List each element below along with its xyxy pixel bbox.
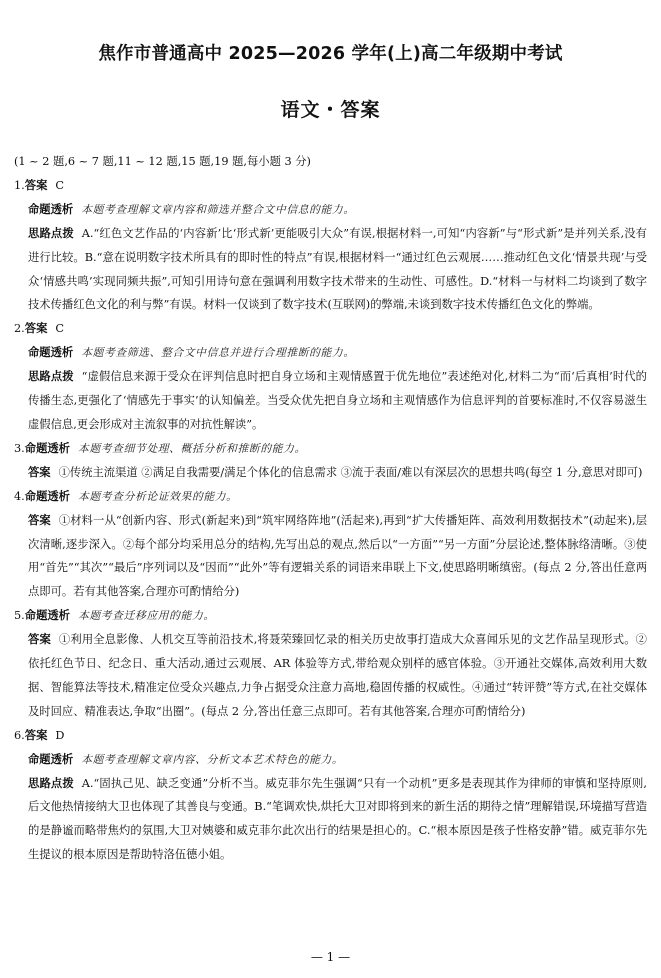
- q4-answer-label: 答案: [28, 513, 51, 527]
- question-2: [14, 317, 647, 437]
- q5-intent-label: 命题透析: [24, 609, 70, 623]
- exam-subtitle: 语文・答案: [280, 99, 381, 121]
- question-5: [14, 604, 647, 724]
- page-number: — 1 —: [310, 950, 351, 964]
- q1-analysis-label: 思路点拨: [28, 226, 74, 240]
- q2-analysis-para: [14, 365, 647, 437]
- answer-content: [14, 150, 647, 867]
- q6-answer-line: [14, 724, 647, 748]
- q1-intent: 本题考查理解文章内容和筛选并整合文中信息的能力。: [81, 202, 355, 216]
- q1-analysis: A.“红色文艺作品的‘内容新’比‘形式新’更能吸引大众”有误,根据材料一,可知“内容新”与“形式新”是并列关系,没有进行比较。B.“意在说明数字技术所具有的即时性的特点”有误,根据材料一“通过红色云观展……推动红色文化‘情景共现’与受众‘情感共鸣’实现同频共振”,可知引用诗句意在强调利用数字技术带来的生动性、可感性。D.“材料一与材料二均谈到了数字技术传播红色文化的利与弊”有误。材料一仅谈到了数字技术(互联网)的弊端,未谈到数字技术传播红色文化的弊端。: [28, 226, 647, 312]
- q4-answer-para: [14, 509, 647, 605]
- q6-answer: D: [55, 728, 65, 742]
- q2-answer-label: 答案: [24, 322, 48, 336]
- q1-number: 1.: [14, 178, 25, 192]
- q4-intent: 本题考查分析论证效果的能力。: [77, 489, 238, 503]
- q1-answer-label: 答案: [24, 178, 48, 192]
- q2-intent-line: [14, 341, 647, 365]
- q6-analysis-para: [14, 772, 647, 868]
- q6-intent-label: 命题透析: [28, 752, 74, 766]
- q5-intent: 本题考查迁移应用的能力。: [77, 609, 215, 623]
- q3-number: 3.: [14, 441, 25, 455]
- question-4: [14, 485, 647, 605]
- score-note: (1 ~ 2 题,6 ~ 7 题,11 ~ 12 题,15 题,19 题,每小题 3 分): [14, 155, 311, 168]
- q6-answer-label: 答案: [24, 728, 48, 742]
- q6-number: 6.: [14, 728, 25, 742]
- q2-intent-label: 命题透析: [28, 346, 74, 360]
- q3-answer: ①传统主流渠道 ②满足自我需要/满足个体化的信息需求 ③流于表面/难以有深层次的思想共鸣(每空 1 分,意思对即可): [58, 465, 643, 479]
- q3-answer-label: 答案: [28, 465, 51, 479]
- q5-intent-line: [14, 604, 647, 628]
- q3-answer-para: [14, 461, 647, 485]
- q2-intent: 本题考查筛选、整合文中信息并进行合理推断的能力。: [81, 346, 355, 360]
- q6-analysis-label: 思路点拨: [28, 776, 74, 790]
- exam-title: 焦作市普通高中 2025—2026 学年(上)高二年级期中考试: [98, 44, 563, 64]
- q2-answer: C: [55, 322, 65, 336]
- q2-number: 2.: [14, 322, 25, 336]
- q1-answer-line: [14, 174, 647, 198]
- q6-analysis: A.“固执己见、缺乏变通”分析不当。威克菲尔先生强调“只有一个动机”更多是表现其作为律师的审慎和坚持原则,后文他热情接纳大卫也体现了其善良与变通。B.“笔调欢快,烘托大卫对即将到来的新生活的期待之情”理解错误,环境描写营造的是静谧而略带焦灼的氛围,大卫对姨婆和威克菲尔此次出行的结果是担心的。C.“根本原因是孩子性格安静”错。威克菲尔先生提议的根本原因是帮助特洛伍德小姐。: [28, 776, 647, 862]
- q2-analysis-label: 思路点拨: [28, 370, 74, 384]
- q6-intent-line: [14, 748, 647, 772]
- q4-answer: ①材料一从“创新内容、形式(新起来)到“筑牢网络阵地”(活起来),再到“扩大传播矩阵、高效利用数据技术”(动起来),层次清晰,逐步深入。②每个部分均采用总分的结构,先写出总的观点,然后以“一方面”“另一方面”分层论述,整体脉络清晰。③使用“首先”“其次”“最后”序列词以及“因而”“此外”等有逻辑关系的词语来串联上下文,使思路明晰缜密。(每点 2 分,答出任意两点即可。若有其他答案,合理亦可酌情给分): [28, 513, 647, 599]
- q5-answer: ①利用全息影像、人机交互等前沿技术,将聂荣臻回忆录的相关历史故事打造成大众喜闻乐见的文艺作品呈现形式。②依托红色节日、纪念日、重大活动,通过云观展、AR 体验等方式,带给观众别样的感官体验。③开通社交媒体,高效利用大数据、智能算法等技术,精准定位受众兴趣点,力争占据受众注意力高地,稳固传播的权威性。④通过“转评赞”等方式,在社交媒体及时回应、精准表达,争取“出圈”。(每点 2 分,答出任意三点即可。若有其他答案,合理亦可酌情给分): [28, 633, 647, 718]
- q6-intent: 本题考查理解文章内容、分析文本艺术特色的能力。: [81, 752, 344, 766]
- q2-analysis: “虚假信息来源于受众在评判信息时把自身立场和主观情感置于优先地位”表述绝对化,材料二为“而‘后真相’时代的传播生态,更强化了‘情感先于事实’的认知偏差。当受众优先把自身立场和主观情感作为信息评判的首要标准时,不仅容易滋生虚假信息,更会形成对主流叙事的对抗性解读”。: [28, 370, 647, 431]
- q4-intent-label: 命题透析: [24, 489, 70, 503]
- q4-number: 4.: [14, 489, 25, 503]
- q3-intent-label: 命题透析: [24, 441, 70, 455]
- q1-intent-label: 命题透析: [28, 202, 74, 216]
- q5-answer-label: 答案: [28, 633, 51, 647]
- q5-answer-para: [14, 628, 647, 724]
- q1-intent-line: [14, 198, 647, 222]
- q1-analysis-para: [14, 222, 647, 318]
- q1-answer: C: [55, 178, 65, 192]
- question-3: [14, 437, 647, 485]
- question-6: [14, 724, 647, 867]
- q2-answer-line: [14, 317, 647, 341]
- q3-intent: 本题考查细节处理、概括分析和推断的能力。: [77, 441, 306, 455]
- q4-intent-line: [14, 485, 647, 509]
- q5-number: 5.: [14, 609, 25, 623]
- q3-intent-line: [14, 437, 647, 461]
- question-1: [14, 174, 647, 317]
